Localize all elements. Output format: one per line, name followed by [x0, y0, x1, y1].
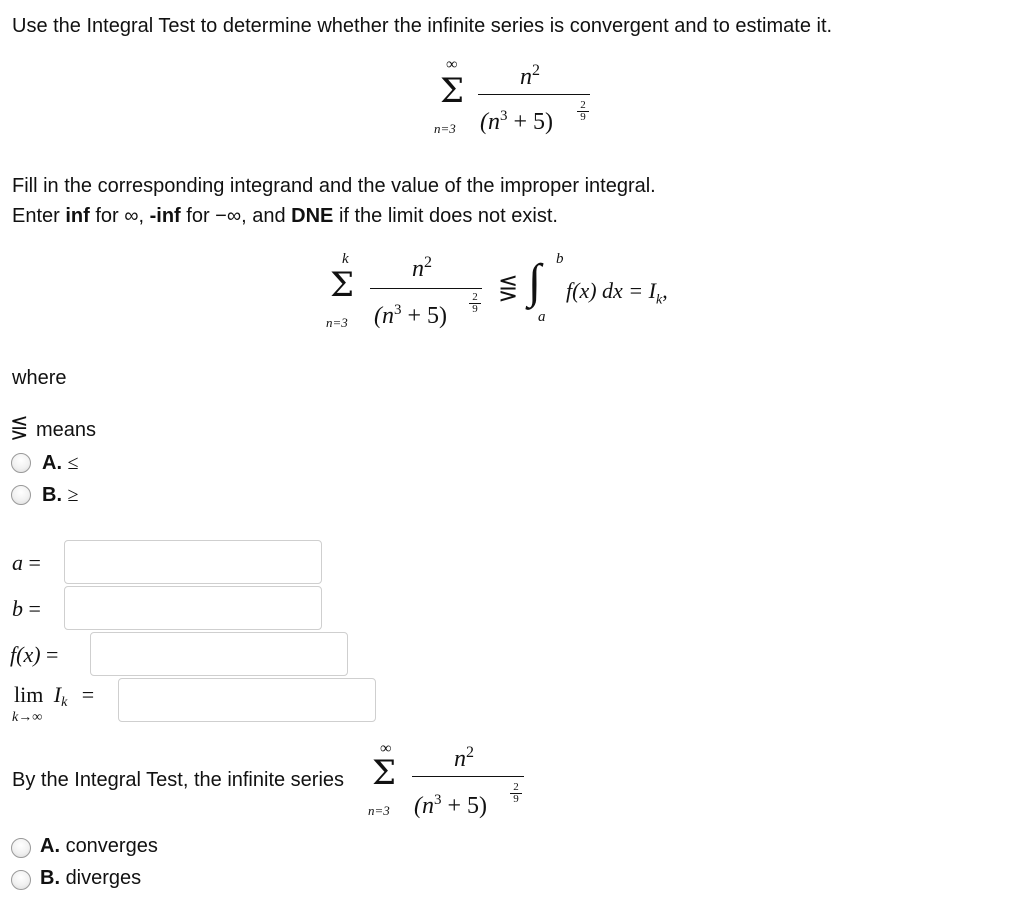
means-option-b[interactable]: B. ≥ [42, 484, 79, 506]
a-input[interactable] [64, 540, 322, 584]
f-label: f(x) = [10, 642, 59, 667]
conclusion-option-a-radio[interactable] [11, 838, 31, 858]
limit-label: $\lim I_k$ = [14, 682, 95, 711]
sum-lower-limit: n=3 [368, 803, 390, 818]
means-option-a-radio[interactable] [11, 453, 31, 473]
sum-lower-limit: n=3 [434, 121, 456, 136]
b-label: b = [12, 596, 41, 621]
sum-upper-limit-k: k [342, 251, 349, 267]
sum-lower-limit: n=3 [326, 315, 348, 330]
where-label: where [12, 367, 67, 389]
conclusion-text: By the Integral Test, the infinite series [12, 769, 345, 791]
integrand-expression: f(x) dx = $I_k$, [566, 278, 668, 308]
denominator: $(n^3 + 5)$ [414, 792, 488, 819]
denominator: $(n^3 + 5)$ [480, 108, 554, 135]
intro-text: Use the Integral Test to determine whether the infinite series is convergent and to estimate it. [12, 15, 833, 37]
denominator: $(n^3 + 5)$ [374, 302, 448, 329]
fraction-bar [478, 94, 590, 95]
sigma-symbol: Σ [330, 265, 355, 305]
integral-upper-limit: b [556, 251, 564, 267]
sum-upper-limit: ∞ [446, 56, 458, 73]
a-label: a = [12, 550, 41, 575]
sigma-symbol: Σ [372, 753, 397, 793]
conclusion-option-b[interactable]: B. diverges [40, 867, 142, 889]
sum-upper-limit: ∞ [380, 740, 392, 757]
means-label: means [36, 419, 97, 441]
f-input[interactable] [90, 632, 348, 676]
denominator-exponent: 2 9 [577, 100, 589, 123]
numerator: $n^2$ [412, 254, 432, 282]
means-option-a[interactable]: A. ≤ [42, 452, 79, 474]
sigma-symbol: Σ [440, 71, 465, 111]
numerator: $n^2$ [454, 744, 474, 772]
limit-subscript: k→∞ [12, 710, 43, 725]
conclusion-option-a[interactable]: A. converges [40, 835, 158, 857]
instruction-line-2: Enter inf for ∞, -inf for −∞, and DNE if the limit does not exist. [12, 205, 558, 227]
fraction-bar [370, 288, 482, 289]
means-option-b-radio[interactable] [11, 485, 31, 505]
relation-symbol: ⋚ [10, 415, 29, 440]
denominator-exponent: 2 9 [510, 782, 522, 805]
denominator-exponent: 2 9 [469, 292, 481, 315]
integral-lower-limit: a [538, 309, 546, 325]
fraction-bar [412, 776, 524, 777]
limit-input[interactable] [118, 678, 376, 722]
b-input[interactable] [64, 586, 322, 630]
integral-sign: ∫ [528, 255, 542, 308]
conclusion-option-b-radio[interactable] [11, 870, 31, 890]
numerator: $n^2$ [520, 62, 540, 90]
instruction-line-1: Fill in the corresponding integrand and the value of the improper integral. [12, 175, 656, 197]
relation-symbol: ⋚ [498, 276, 519, 302]
